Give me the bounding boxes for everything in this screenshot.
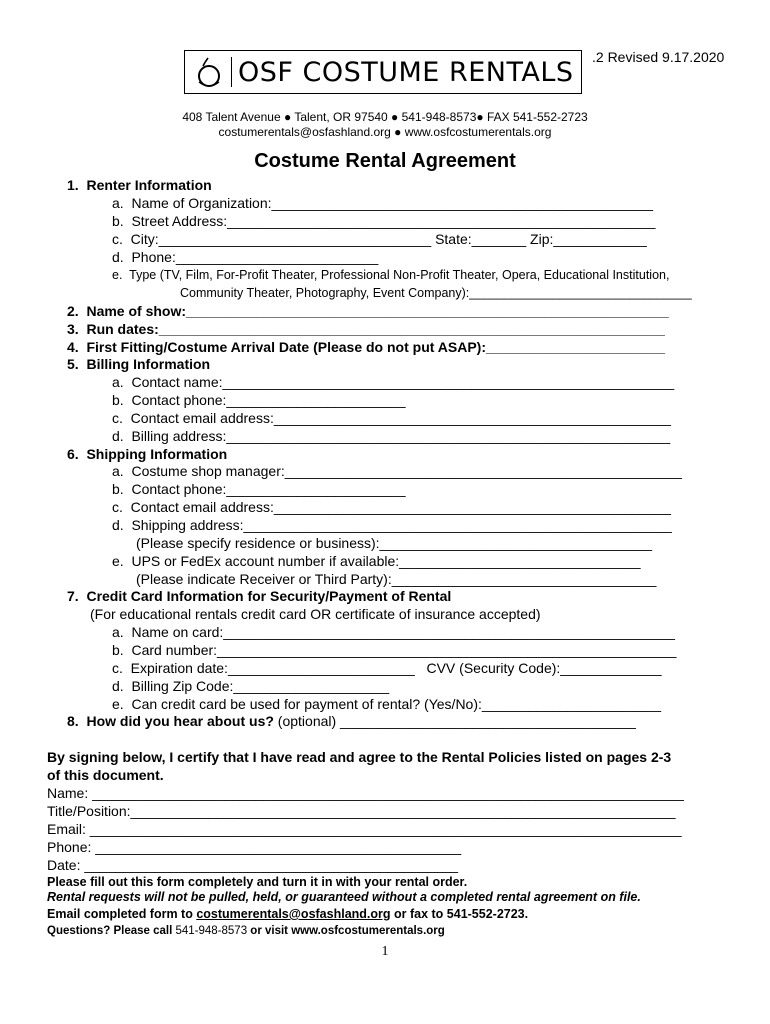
form-line-text: c. Expiration date:________________________ CVV (Security Code):_____________	[112, 660, 662, 676]
form-line	[112, 427, 670, 445]
phone-number: 541-948-8573	[175, 925, 248, 937]
form-line	[112, 677, 389, 695]
form-line-text: e. Can credit card be used for payment of rental? (Yes/No):_______________________	[112, 696, 661, 712]
form-line-text: a. Name on card:__________________________________________________________	[112, 624, 675, 640]
osf-logo	[184, 50, 582, 94]
logo-divider	[231, 57, 232, 87]
form-line	[47, 784, 684, 802]
form-line	[136, 570, 656, 588]
form-line-text: Name: ____________________________________________________________________________	[47, 785, 684, 801]
form-line	[112, 462, 682, 480]
form-line	[67, 302, 669, 320]
form-line	[47, 888, 641, 906]
form-line-text: 8. How did you hear about us?	[67, 713, 274, 729]
form-line	[112, 373, 674, 391]
form-line	[47, 748, 671, 766]
form-line-text: 2. Name of show:______________________________________________________________	[67, 303, 669, 319]
form-line-text: of this document.	[47, 767, 164, 783]
form-line	[112, 498, 671, 516]
form-line-text: c. City:___________________________________ State:_______ Zip:____________	[112, 231, 647, 247]
form-line	[112, 409, 671, 427]
form-line-text: e. UPS or FedEx account number if available:_______________________________	[112, 553, 641, 569]
form-line	[136, 534, 652, 552]
form-line	[112, 659, 662, 677]
form-line-text: By signing below, I certify that I have read and agree to the Rental Policies listed on pages 2-3	[47, 749, 672, 765]
form-line-text: b. Contact phone:_______________________	[112, 481, 406, 497]
form-line-tail: (optional) ______________________________________	[273, 713, 636, 729]
form-line-text: a. Contact name:__________________________________________________________	[112, 374, 675, 390]
form-line-text: 7. Credit Card Information for Security/Payment of Rental	[67, 588, 452, 604]
form-line-text: c. Contact email address:___________________________________________________	[112, 499, 671, 515]
form-line	[67, 355, 210, 373]
form-line-text: Rental requests will not be pulled, held, or guaranteed without a completed rental agreement on file.	[47, 890, 641, 904]
form-line-text: Please fill out this form completely and turn it in with your rental order.	[47, 875, 468, 889]
form-line-text: (Please indicate Receiver or Third Party):__________________________________	[136, 571, 657, 587]
form-line	[67, 320, 665, 338]
form-line-tail: or fax to 541-552-2723.	[390, 907, 529, 921]
form-line-text: d. Phone:__________________________	[112, 249, 379, 265]
form-line-text: Email: ____________________________________________________________________________	[47, 821, 682, 837]
form-line	[112, 194, 653, 212]
form-line	[47, 820, 682, 838]
form-line-text: d. Billing Zip Code:____________________	[112, 678, 390, 694]
form-line	[67, 445, 227, 463]
form-line	[90, 605, 541, 623]
form-line-text: 6. Shipping Information	[67, 446, 228, 462]
form-line-text: (Please specify residence or business):___________________________________	[136, 535, 653, 551]
form-line	[112, 230, 647, 248]
form-line-text: 4. First Fitting/Costume Arrival Date (Please do not put ASAP):_______________________	[67, 339, 666, 355]
form-line	[112, 695, 661, 713]
form-line-text: e. Type (TV, Film, For-Profit Theater, Professional Non-Profit Theater, Opera, Educational Institution,	[112, 268, 670, 282]
form-line-text: d. Billing address:_________________________________________________________	[112, 428, 671, 444]
form-line-text: c. Contact email address:___________________________________________________	[112, 410, 671, 426]
form-line	[67, 338, 665, 356]
form-line	[180, 284, 692, 302]
form-line-text: Community Theater, Photography, Event Company):________________________________	[180, 286, 692, 300]
form-line	[47, 856, 458, 874]
form-line	[67, 587, 451, 605]
form-line	[112, 391, 406, 409]
form-line	[112, 623, 675, 641]
form-line-text: Phone: _______________________________________________	[47, 839, 462, 855]
form-line-text: b. Street Address:_______________________________________________________	[112, 213, 656, 229]
form-line-text: 1. Renter Information	[67, 177, 212, 193]
form-line	[112, 248, 378, 266]
form-line-text: (For educational rentals credit card OR certificate of insurance accepted)	[90, 606, 541, 622]
form-line-text: 5. Billing Information	[67, 356, 211, 372]
form-line-text: a. Costume shop manager:___________________________________________________	[112, 463, 682, 479]
logo-text: OSF COSTUME RENTALS	[238, 56, 574, 88]
form-line	[47, 922, 445, 940]
form-line	[112, 552, 641, 570]
form-line-text: b. Card number:___________________________________________________________	[112, 642, 677, 658]
form-line	[47, 766, 164, 784]
form-line	[112, 641, 676, 659]
form-line	[112, 480, 406, 498]
form-line	[112, 266, 669, 284]
form-line-text: Email completed form to	[47, 907, 197, 921]
email-link[interactable]: costumerentals@osfashland.org	[196, 907, 391, 921]
form-line-text: Date: ________________________________________________	[47, 857, 459, 873]
form-line-text: b. Contact phone:_______________________	[112, 392, 406, 408]
form-line	[67, 712, 636, 730]
form-line-text: a. Name of Organization:_________________________________________________	[112, 195, 654, 211]
form-line-text: d. Shipping address:_______________________________________________________	[112, 517, 672, 533]
address-line-2: costumerentals@osfashland.org ● www.osfcostumerentals.org	[218, 125, 552, 139]
form-line-text: Questions? Please call	[47, 925, 176, 937]
form-line	[47, 838, 461, 856]
page-title: Costume Rental Agreement	[254, 150, 516, 172]
revision-label: .2 Revised 9.17.2020	[592, 49, 725, 65]
osf-logo-icon	[193, 54, 225, 90]
form-line-text: 3. Run dates:_________________________________________________________________	[67, 321, 665, 337]
form-line	[47, 802, 676, 820]
form-line-text: Title/Position:______________________________________________________________________	[47, 803, 676, 819]
website-text: or visit www.osfcostumerentals.org	[247, 925, 445, 937]
form-line	[112, 516, 672, 534]
form-line	[67, 176, 212, 194]
form-line	[47, 905, 528, 923]
form-line	[112, 212, 655, 230]
page-number: 1	[381, 944, 389, 959]
address-line-1: 408 Talent Avenue ● Talent, OR 97540 ● 541-948-8573● FAX 541-552-2723	[182, 110, 588, 124]
